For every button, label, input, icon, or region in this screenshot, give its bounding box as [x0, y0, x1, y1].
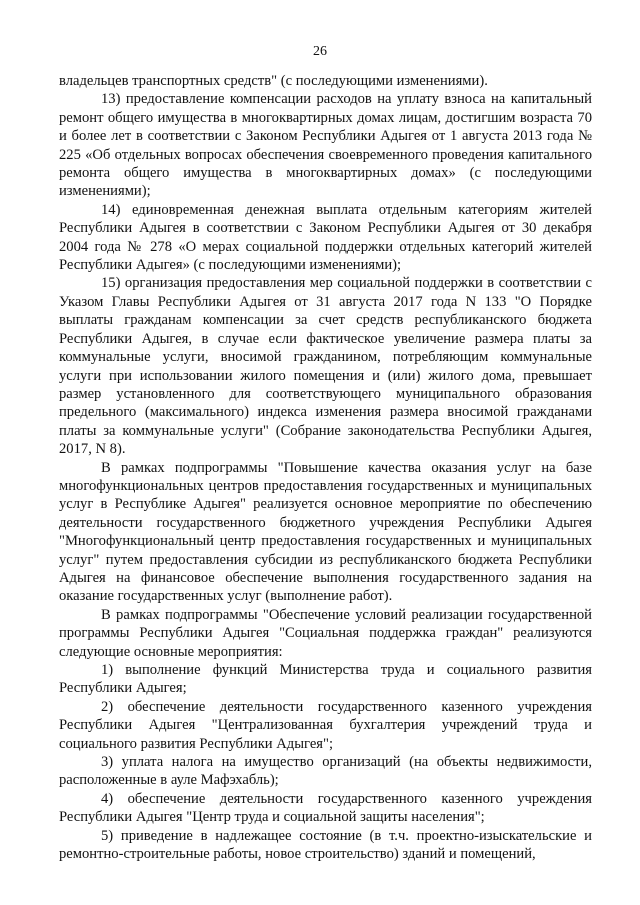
paragraph-mfc-subprogram: В рамках подпрограммы "Повышение качества оказания услуг на базе многофункциональных центров предоставления государственных и муниципальных услуг в Республике Адыгея" реализуется основное мероприятие по обеспечению деятельности государственного бюджетного учреждения Республики Адыгея "Многофункциональный центр предоставления государственных и муниципальных услуг" путем предоставления субсидии из республиканского бюджета Республики Адыгея на финансовое обеспечение выполнения государственного задания на оказание государственных услуг (выполнение работ).: [59, 459, 592, 605]
paragraph-measure-5: 5) приведение в надлежащее состояние (в т.ч. проектно-изыскательские и ремонтно-строительные работы, новое строительство) зданий и помещений,: [59, 827, 592, 863]
paragraph-measure-2: 2) обеспечение деятельности государственного казенного учреждения Республики Адыгея "Централизованная бухгалтерия учреждений труда и социального развития Республики Адыгея";: [59, 698, 592, 752]
paragraph-measure-1: 1) выполнение функций Министерства труда и социального развития Республики Адыгея;: [59, 662, 592, 697]
paragraph-item-15: 15) организация предоставления мер социальной поддержки в соответствии с Указом Главы Республики Адыгея от 31 августа 2017 года N 133 "О Порядке выплаты гражданам компенсации за счет средств республиканского бюджета Республики Адыгея, в случае если фактическое увеличение размера платы за коммунальные услуги, вносимой гражданином, потребляющим коммунальные услуги при использовании жилого помещения и (или) жилого дома, превышает размер установленного для соответствующего муниципального образования предельного (максимального) индекса изменения размера вносимой гражданами платы за коммунальные услуги" (Собрание законодательства Республики Адыгея, 2017, N 8).: [59, 275, 592, 458]
paragraph-measure-3: 3) уплата налога на имущество организаций (на объекты недвижимости, расположенные в ауле Мафэхабль);: [59, 754, 592, 789]
paragraph-item-14: 14) единовременная денежная выплата отдельным категориям жителей Республики Адыгея в соответствии с Законом Республики Адыгея от 30 декабря 2004 года № 278 «О мерах социальной поддержки отдельных категорий жителей Республики Адыгея» (с последующими изменениями);: [59, 201, 592, 274]
paragraph-support-subprogram: В рамках подпрограммы "Обеспечение условий реализации государственной программы Республики Адыгея "Социальная поддержка граждан" реализуются следующие основные мероприятия:: [59, 606, 592, 660]
paragraph-continuation: владельцев транспортных средств" (с последующими изменениями).: [59, 73, 488, 89]
document-body: [59, 72, 592, 863]
paragraph-item-13: 13) предоставление компенсации расходов на уплату взноса на капитальный ремонт общего имущества в многоквартирных домах лицам, достигшим возраста 70 и более лет в соответствии с Законом Республики Адыгея от 1 августа 2013 года № 225 «Об отдельных вопросах обеспечения своевременного проведения капитального ремонта общего имущества в многоквартирных домах» (с последующими изменениями);: [59, 91, 592, 200]
page-number: 26: [313, 44, 327, 59]
paragraph-measure-4: 4) обеспечение деятельности государственного казенного учреждения Республики Адыгея "Центр труда и социальной защиты населения";: [59, 790, 592, 826]
